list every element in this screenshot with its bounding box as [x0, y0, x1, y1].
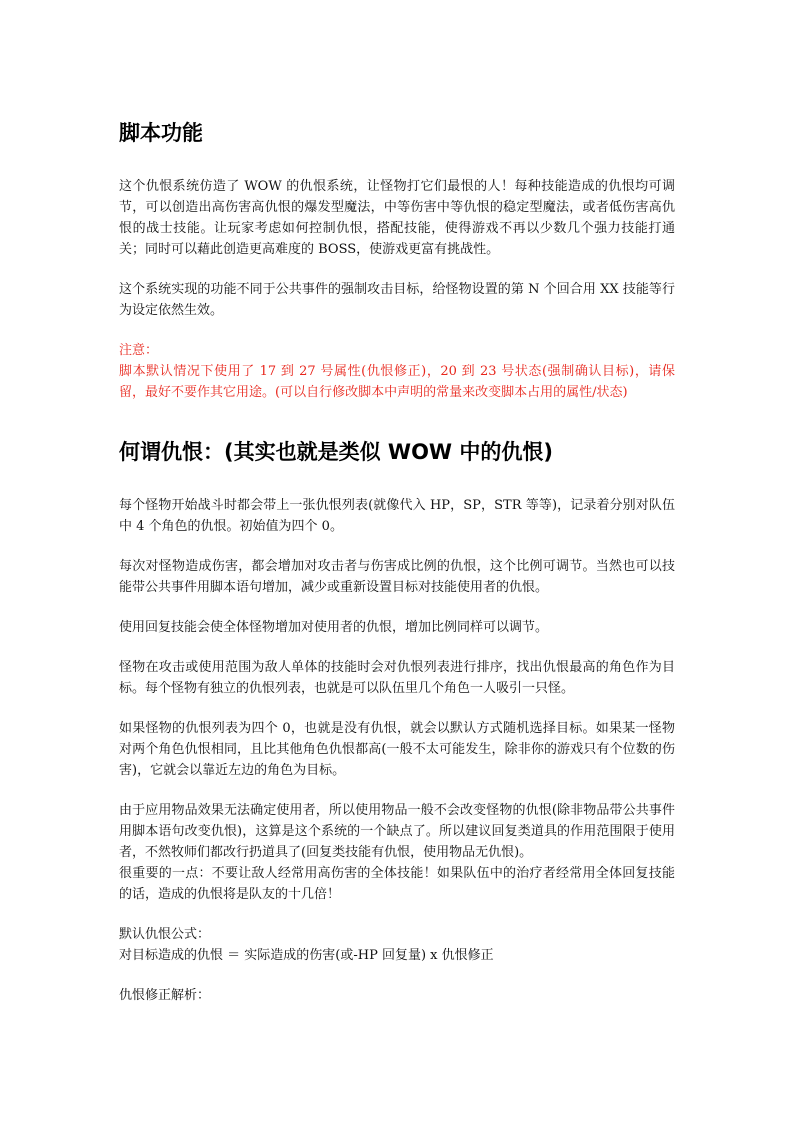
warning-note-text: 脚本默认情况下使用了 17 到 27 号属性(仇恨修正)，20 到 23 号状态(强制确认目标)，请保留，最好不要作其它用途。(可以自行修改脚本中声明的常量来改变脚本占用的属性/状态): [119, 364, 675, 400]
paragraph-hate-list: 每个怪物开始战斗时都会带上一张仇恨列表(就像代入 HP，SP，STR 等等)，记录着分别对队伍中 4 个角色的仇恨。初始值为四个 0。: [119, 498, 675, 534]
paragraph-important: 很重要的一点：不要让敌人经常用高伤害的全体技能！如果队伍中的治疗者经常用全体回复技能的话，造成的仇恨将是队友的十几倍！: [119, 866, 675, 902]
paragraph-event-note: 这个系统实现的功能不同于公共事件的强制攻击目标，给怪物设置的第 N 个回合用 XX 技能等行为设定依然生效。: [119, 282, 675, 318]
formula-text: 对目标造成的仇恨 ＝ 实际造成的伤害(或-HP 回复量) x 仇恨修正: [119, 948, 494, 963]
correction-label: 仇恨修正解析：: [119, 988, 211, 1003]
section-title-script-function: 脚本功能: [119, 121, 203, 145]
section-title-what-is-hate: 何谓仇恨：(其实也就是类似 WOW 中的仇恨): [119, 440, 553, 464]
paragraph-damage-hate: 每次对怪物造成伤害，都会增加对攻击者与伤害成比例的仇恨，这个比例可调节。当然也可以技能带公共事件用脚本语句增加，减少或重新设置目标对技能使用者的仇恨。: [119, 559, 675, 595]
paragraph-item-limitation: 由于应用物品效果无法确定使用者，所以使用物品一般不会改变怪物的仇恨(除非物品带公共事件用脚本语句改变仇恨)，这算是这个系统的一个缺点了。所以建议回复类道具的作用范围限于使用者，不然牧师们都改行扔道具了(回复类技能有仇恨，使用物品无仇恨)。: [119, 803, 675, 860]
warning-note: [119, 340, 675, 403]
paragraph-target-selection: 怪物在攻击或使用范围为敌人单体的技能时会对仇恨列表进行排序，找出仇恨最高的角色作为目标。每个怪物有独立的仇恨列表，也就是可以队伍里几个角色一人吸引一只怪。: [119, 660, 675, 696]
formula-label: 默认仇恨公式：: [119, 927, 211, 942]
paragraph-zero-hate: 如果怪物的仇恨列表为四个 0，也就是没有仇恨，就会以默认方式随机选择目标。如果某一怪物对两个角色仇恨相同，且比其他角色仇恨都高(一般不太可能发生，除非你的游戏只有个位数的伤害)，它就会以靠近左边的角色为目标。: [119, 721, 675, 778]
paragraph-intro: 这个仇恨系统仿造了 WOW 的仇恨系统，让怪物打它们最恨的人！每种技能造成的仇恨均可调节，可以创造出高伤害高仇恨的爆发型魔法，中等伤害中等仇恨的稳定型魔法，或者低伤害高仇恨的战士技能。让玩家考虑如何控制仇恨，搭配技能，使得游戏不再以少数几个强力技能打通关；同时可以藉此创造更高难度的 BOSS，使游戏更富有挑战性。: [119, 179, 675, 257]
paragraph-heal-hate: 使用回复技能会使全体怪物增加对使用者的仇恨，增加比例同样可以调节。: [119, 620, 549, 635]
document-content: [119, 118, 675, 1025]
warning-note-label: 注意：: [119, 343, 159, 358]
